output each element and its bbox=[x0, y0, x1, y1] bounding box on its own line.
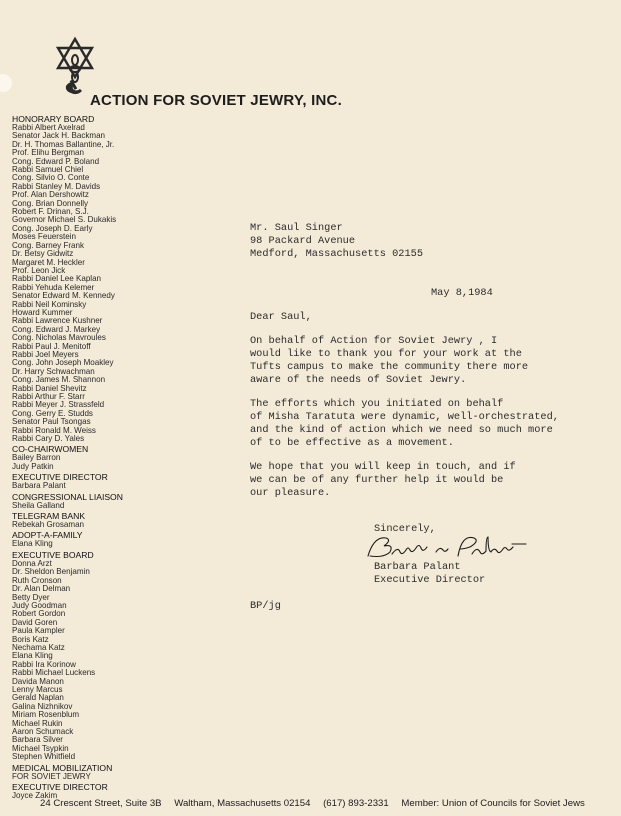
recipient-address bbox=[250, 222, 423, 261]
sidebar-name: Bailey Barron bbox=[12, 453, 61, 463]
sidebar-section bbox=[12, 445, 162, 471]
sidebar-name: Rabbi Samuel Chiel bbox=[12, 165, 84, 175]
paragraph-line: our pleasure. bbox=[250, 487, 331, 499]
sidebar-name: Rabbi Neil Kominsky bbox=[12, 299, 87, 309]
sidebar-name: Robert Gordon bbox=[12, 609, 66, 619]
sidebar-name: Dr. Alan Delman bbox=[12, 584, 71, 594]
sidebar-name: Paula Kampler bbox=[12, 626, 65, 636]
sidebar-name: Barbara Silver bbox=[12, 735, 63, 745]
sidebar-name: Sheila Galland bbox=[12, 500, 65, 510]
paragraph-line: of Misha Taratuta were dynamic, well-orchestrated, bbox=[250, 411, 559, 423]
sidebar-name: Joyce Zakim bbox=[12, 791, 58, 801]
paragraph-line: of to be effective as a movement. bbox=[250, 437, 454, 449]
sidebar-name: Michael Rukin bbox=[12, 718, 63, 728]
sidebar-name: Donna Arzt bbox=[12, 558, 52, 568]
sidebar-heading: ADOPT-A-FAMILY bbox=[12, 530, 83, 541]
sidebar-name: FOR SOVIET JEWRY bbox=[12, 771, 91, 781]
paragraph-line: we can be of any further help it would be bbox=[250, 474, 504, 486]
sidebar-name: Moses Feuerstein bbox=[12, 232, 76, 242]
sidebar-name: Rabbi Lawrence Kushner bbox=[12, 316, 103, 326]
sidebar-name: Rabbi Albert Axelrad bbox=[12, 123, 85, 132]
sidebar-heading: EXECUTIVE BOARD bbox=[12, 549, 94, 560]
paragraph-line: aware of the needs of Soviet Jewry. bbox=[250, 374, 467, 386]
sidebar-name: Aaron Schumack bbox=[12, 727, 74, 736]
sidebar-section bbox=[12, 512, 162, 529]
sidebar-name: Ruth Cronson bbox=[12, 575, 62, 585]
sidebar-name: Senator Paul Tsongas bbox=[12, 417, 91, 427]
sidebar-name: Cong. Edward P. Boland bbox=[12, 156, 100, 166]
sidebar-heading: EXECUTIVE DIRECTOR bbox=[12, 472, 108, 483]
sidebar-name: Rabbi Ira Korinow bbox=[12, 659, 76, 669]
typist-initials: BP/jg bbox=[250, 600, 281, 612]
sidebar-name: Rabbi Meyer J. Strassfeld bbox=[12, 400, 105, 410]
sidebar-name: Boris Katz bbox=[12, 634, 49, 644]
sidebar-name: Cong. James M. Shannon bbox=[12, 375, 106, 385]
sidebar-name: David Goren bbox=[12, 617, 58, 627]
sidebar-name: Rabbi Arthur F. Starr bbox=[12, 392, 85, 401]
recipient-line: Mr. Saul Singer bbox=[250, 222, 343, 234]
sidebar-name: Prof. Leon Jick bbox=[12, 265, 66, 275]
sidebar-name: Senator Jack H. Backman bbox=[12, 131, 106, 141]
sidebar-board-list bbox=[12, 115, 162, 802]
paragraph-line: Tufts campus to make the community there more bbox=[250, 361, 529, 373]
sidebar-name: Miriam Rosenblum bbox=[12, 710, 80, 720]
sidebar-name: Nechama Katz bbox=[12, 642, 65, 652]
handwritten-signature bbox=[364, 530, 529, 564]
paragraph-line: and the kind of action which we need so much more bbox=[250, 424, 553, 436]
footer bbox=[40, 798, 620, 809]
sidebar-name: Rabbi Ronald M. Weiss bbox=[12, 425, 96, 435]
sidebar-name: Elana Kling bbox=[12, 651, 53, 661]
sidebar-name: Judy Patkin bbox=[12, 461, 54, 471]
sidebar-name: Margaret M. Heckler bbox=[12, 257, 85, 267]
closing: Sincerely, bbox=[374, 523, 436, 535]
sidebar-heading: HONORARY BOARD bbox=[12, 114, 95, 124]
signer-name: Barbara Palant bbox=[374, 561, 461, 573]
letter-paragraph bbox=[250, 335, 590, 387]
sidebar-name: Elana Kling bbox=[12, 539, 53, 549]
sidebar-name: Rabbi Stanley M. Davids bbox=[12, 181, 101, 191]
sidebar-heading: EXECUTIVE DIRECTOR bbox=[12, 782, 108, 793]
sidebar-name: Dr. Sheldon Benjamin bbox=[12, 567, 90, 577]
sidebar-section bbox=[12, 115, 162, 443]
sidebar-section bbox=[12, 493, 162, 510]
sidebar-name: Cong. Nicholas Mavroules bbox=[12, 333, 106, 343]
sidebar-name: Howard Kummer bbox=[12, 307, 73, 317]
letter-paragraph bbox=[250, 398, 590, 450]
footer-address: 24 Crescent Street, Suite 3B bbox=[40, 798, 162, 809]
paragraph-line: The efforts which you initiated on behalf bbox=[250, 398, 504, 410]
sidebar-name: Cong. Gerry E. Studds bbox=[12, 408, 93, 418]
footer-phone: (617) 893-2331 bbox=[323, 798, 389, 809]
sidebar-name: Cong. Joseph D. Early bbox=[12, 223, 93, 233]
sidebar-name: Michael Tsypkin bbox=[12, 743, 69, 753]
recipient-line: Medford, Massachusetts 02155 bbox=[250, 248, 424, 260]
sidebar-name: Rabbi Paul J. Menitoff bbox=[12, 341, 91, 351]
star-of-david-chain-logo-icon bbox=[52, 36, 98, 98]
paragraph-line: would like to thank you for your work at the bbox=[250, 348, 522, 360]
sidebar-name: Cong. Barney Frank bbox=[12, 240, 85, 250]
sidebar-name: Prof. Alan Dershowitz bbox=[12, 190, 89, 200]
sidebar-name: Cong. Silvio O. Conte bbox=[12, 173, 90, 183]
sidebar-name: Rabbi Daniel Shevitz bbox=[12, 383, 87, 393]
salutation: Dear Saul, bbox=[250, 311, 312, 323]
recipient-line: 98 Packard Avenue bbox=[250, 235, 356, 247]
sidebar-name: Gerald Naplan bbox=[12, 693, 64, 703]
sidebar-name: Betty Dyer bbox=[12, 592, 50, 602]
sidebar-name: Lenny Marcus bbox=[12, 684, 63, 694]
sidebar-heading: TELEGRAM BANK bbox=[12, 511, 86, 522]
sidebar-section bbox=[12, 531, 162, 548]
sidebar-name: Davida Manon bbox=[12, 676, 64, 686]
sidebar-name: Robert F. Drinan, S.J. bbox=[12, 207, 89, 217]
sidebar-name: Prof. Elihu Bergman bbox=[12, 148, 85, 158]
footer-city: Waltham, Massachusetts 02154 bbox=[174, 798, 311, 809]
paragraph-line: We hope that you will keep in touch, and if bbox=[250, 461, 516, 473]
sidebar-name: Rabbi Michael Luckens bbox=[12, 668, 96, 678]
paragraph-line: On behalf of Action for Soviet Jewry , I bbox=[250, 335, 498, 347]
punch-hole bbox=[0, 74, 12, 92]
sidebar-heading: CONGRESSIONAL LIAISON bbox=[12, 491, 123, 502]
sidebar-name: Cong. Brian Donnelly bbox=[12, 198, 89, 208]
sidebar-name: Senator Edward M. Kennedy bbox=[12, 291, 115, 301]
sidebar-name: Dr. Harry Schwachman bbox=[12, 366, 95, 376]
letter-date: May 8,1984 bbox=[431, 287, 493, 299]
sidebar-name: Stephen Whitfield bbox=[12, 752, 76, 762]
signer-block bbox=[374, 561, 485, 587]
sidebar-name: Rabbi Yehuda Kelemer bbox=[12, 282, 95, 292]
sidebar-name: Dr. Betsy Gidwitz bbox=[12, 249, 74, 259]
sidebar-name: Barbara Palant bbox=[12, 481, 66, 491]
sidebar-section bbox=[12, 551, 162, 762]
letter-paragraph bbox=[250, 461, 590, 500]
sidebar-name: Cong. John Joseph Moakley bbox=[12, 358, 114, 368]
sidebar-name: Rabbi Cary D. Yales bbox=[12, 434, 85, 444]
sidebar-name: Galina Nizhnikov bbox=[12, 701, 73, 711]
sidebar-name: Cong. Edward J. Markey bbox=[12, 324, 101, 334]
sidebar-name: Rebekah Grosaman bbox=[12, 520, 85, 530]
sidebar-heading: MEDICAL MOBILIZATION bbox=[12, 762, 113, 773]
sidebar-name: Rabbi Daniel Lee Kaplan bbox=[12, 274, 102, 284]
organization-name: ACTION FOR SOVIET JEWRY, INC. bbox=[90, 92, 342, 109]
footer-member: Member: Union of Councils for Soviet Jews bbox=[401, 798, 585, 809]
sidebar-name: Governor Michael S. Dukakis bbox=[12, 215, 117, 225]
sidebar-name: Judy Goodman bbox=[12, 600, 67, 610]
sidebar-section bbox=[12, 764, 162, 781]
sidebar-heading: CO-CHAIRWOMEN bbox=[12, 444, 89, 455]
signer-title: Executive Director bbox=[374, 574, 486, 586]
sidebar-section bbox=[12, 473, 162, 490]
sidebar-name: Dr. H. Thomas Ballantine, Jr. bbox=[12, 139, 115, 149]
sidebar-name: Rabbi Joel Meyers bbox=[12, 349, 79, 359]
